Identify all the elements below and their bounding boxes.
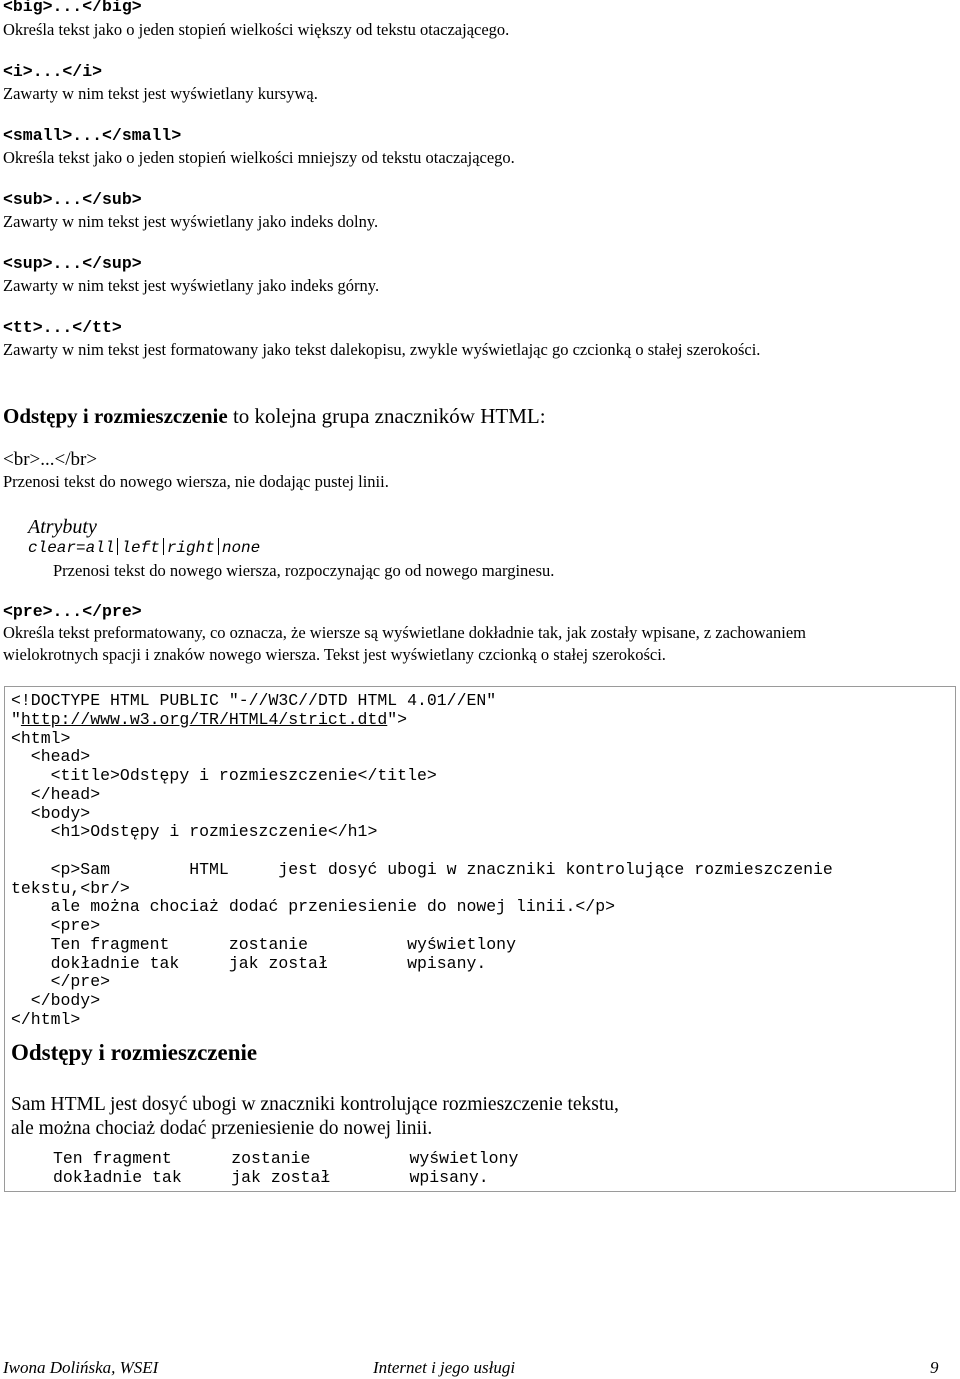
tag-big: <big>...</big> (3, 0, 142, 16)
desc-tt: Zawarty w nim tekst jest formatowany jako tekst dalekopisu, zwykle wyświetlając go czcionką o stałej szerokości. (3, 340, 761, 359)
desc-pre: Określa tekst preformatowany, co oznacza, że wiersze są wyświetlane dokładnie tak, jak zostały wpisane, z zachowaniem wielokrotnych spacji i znaków nowego wiersza. Tekst jest wyświetlany czcionką o stałej szerokości. (3, 623, 806, 664)
attributes-desc: Przenosi tekst do nowego wiersza, rozpoczynając go od nowego marginesu. (53, 561, 555, 580)
code-link-open: " (11, 709, 21, 729)
desc-small: Określa tekst jako o jeden stopień wielkości mniejszy od tekstu otaczającego. (3, 148, 515, 167)
tag-i: <i>...</i> (3, 62, 103, 81)
dtd-link[interactable]: http://www.w3.org/TR/HTML4/strict.dtd (20, 709, 388, 729)
attribute-clear: clear=all (28, 539, 115, 557)
tag-tt: <tt>...</tt> (3, 318, 122, 337)
footer-author: Iwona Dolińska, WSEI (3, 1358, 159, 1377)
attribute-separator (218, 538, 219, 555)
footer-title: Internet i jego usługi (373, 1358, 516, 1377)
desc-i: Zawarty w nim tekst jest wyświetlany kursywą. (3, 84, 318, 103)
spacing-heading (3, 403, 546, 429)
tag-br: <br>...</br> (3, 449, 98, 470)
footer-page-number: 9 (930, 1358, 939, 1377)
rendered-paragraph (11, 1093, 619, 1141)
spacing-heading-rest: to kolejna grupa znaczników HTML: (227, 404, 546, 428)
desc-big: Określa tekst jako o jeden stopień wielkości większy od tekstu otaczającego. (3, 20, 510, 39)
attribute-left: left (121, 539, 160, 557)
code-body: <html> <head> <title>Odstępy i rozmieszczenie</title> </head> <body> <h1>Odstępy i rozmieszczenie</h1> <p>Sam HTML jest dosyć ubogi w znaczniki kontrolujące rozmieszczenie tekstu,<br/> ale można chociaż dodać przeniesienie do nowej linii.</p> <pre> Ten fragment zostanie wyświetlony dokładnie tak jak został wpisany. </pre> </body> </html> (11, 728, 833, 1029)
attributes-title: Atrybuty (28, 516, 97, 538)
desc-sup: Zawarty w nim tekst jest wyświetlany jako indeks górny. (3, 276, 380, 295)
rendered-heading: Odstępy i rozmieszczenie (11, 1040, 258, 1065)
tag-sub: <sub>...</sub> (3, 190, 142, 209)
desc-sub: Zawarty w nim tekst jest wyświetlany jako indeks dolny. (3, 212, 379, 231)
desc-br: Przenosi tekst do nowego wiersza, nie dodając pustej linii. (3, 472, 389, 491)
rendered-pre: Ten fragment zostanie wyświetlony dokładnie tak jak został wpisany. (53, 1149, 519, 1187)
rendered-paragraph-line1: Sam HTML jest dosyć ubogi w znaczniki kontrolujące rozmieszczenie tekstu, (11, 1094, 619, 1115)
attribute-separator (163, 538, 164, 555)
spacing-heading-bold: Odstępy i rozmieszczenie (3, 404, 228, 428)
code-link-close: "> (387, 709, 408, 729)
attribute-right: right (166, 539, 215, 557)
attribute-separator (117, 538, 118, 555)
tag-pre: <pre>...</pre> (3, 602, 142, 621)
rendered-paragraph-line2: ale można chociaż dodać przeniesienie do nowej linii. (11, 1118, 433, 1139)
attribute-none: none (221, 539, 261, 557)
code-doctype: <!DOCTYPE HTML PUBLIC "-//W3C//DTD HTML 4.01//EN" (11, 691, 497, 710)
tag-sup: <sup>...</sup> (3, 254, 142, 273)
example-code (11, 692, 833, 1030)
tag-small: <small>...</small> (3, 126, 182, 145)
attributes-list (28, 538, 260, 558)
